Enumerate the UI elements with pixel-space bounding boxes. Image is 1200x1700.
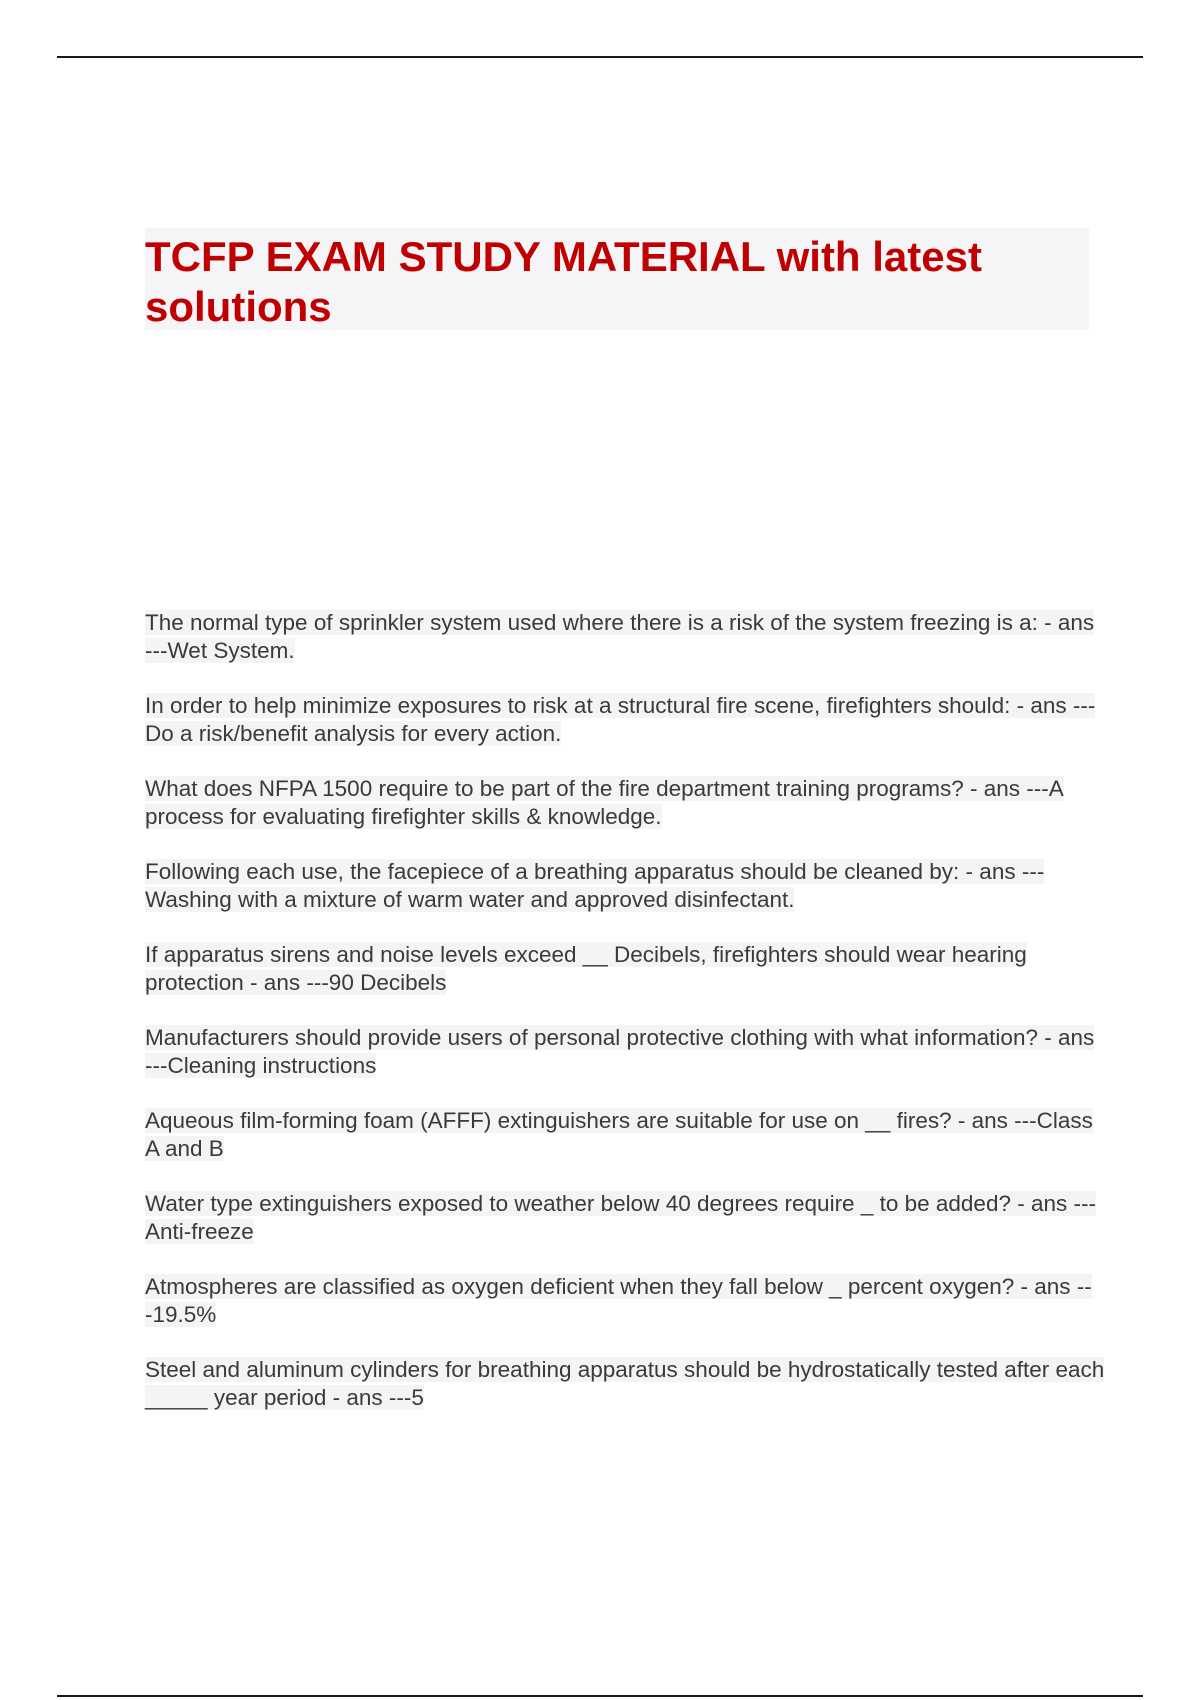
qa-text: If apparatus sirens and noise levels exceed __ Decibels, firefighters should wear hearing protection - ans ---90 Decibels (145, 942, 1027, 995)
bottom-rule (57, 1695, 1143, 1697)
qa-item (145, 775, 1105, 831)
qa-item (145, 1273, 1105, 1329)
qa-item (145, 941, 1105, 997)
qa-item (145, 692, 1105, 748)
qa-item (145, 1190, 1105, 1246)
qa-text: Aqueous film-forming foam (AFFF) extinguishers are suitable for use on __ fires? - ans ---Class A and B (145, 1108, 1093, 1161)
page-title: TCFP EXAM STUDY MATERIAL with latest solutions (145, 233, 982, 330)
qa-text: Manufacturers should provide users of personal protective clothing with what information? - ans ---Cleaning instructions (145, 1025, 1095, 1078)
qa-item (145, 858, 1105, 914)
qa-item (145, 1024, 1105, 1080)
qa-text: In order to help minimize exposures to risk at a structural fire scene, firefighters should: - ans ---Do a risk/benefit analysis for every action. (145, 693, 1096, 746)
top-rule (57, 56, 1143, 58)
qa-item (145, 609, 1105, 665)
title-block (145, 228, 1089, 330)
qa-list (145, 609, 1105, 1439)
qa-text: Water type extinguishers exposed to weather below 40 degrees require _ to be added? - ans ---Anti-freeze (145, 1191, 1096, 1244)
qa-text: What does NFPA 1500 require to be part of the fire department training programs? - ans ---A process for evaluating firefighter skills & knowledge. (145, 776, 1064, 829)
qa-item (145, 1107, 1105, 1163)
qa-item (145, 1356, 1105, 1412)
qa-text: Steel and aluminum cylinders for breathing apparatus should be hydrostatically tested after each _____ year period - ans ---5 (145, 1357, 1105, 1410)
qa-text: Following each use, the facepiece of a breathing apparatus should be cleaned by: - ans ---Washing with a mixture of warm water and approved disinfectant. (145, 859, 1045, 912)
qa-text: Atmospheres are classified as oxygen deficient when they fall below _ percent oxygen? - ans ---19.5% (145, 1274, 1092, 1327)
qa-text: The normal type of sprinkler system used where there is a risk of the system freezing is a: - ans ---Wet System. (145, 610, 1095, 663)
